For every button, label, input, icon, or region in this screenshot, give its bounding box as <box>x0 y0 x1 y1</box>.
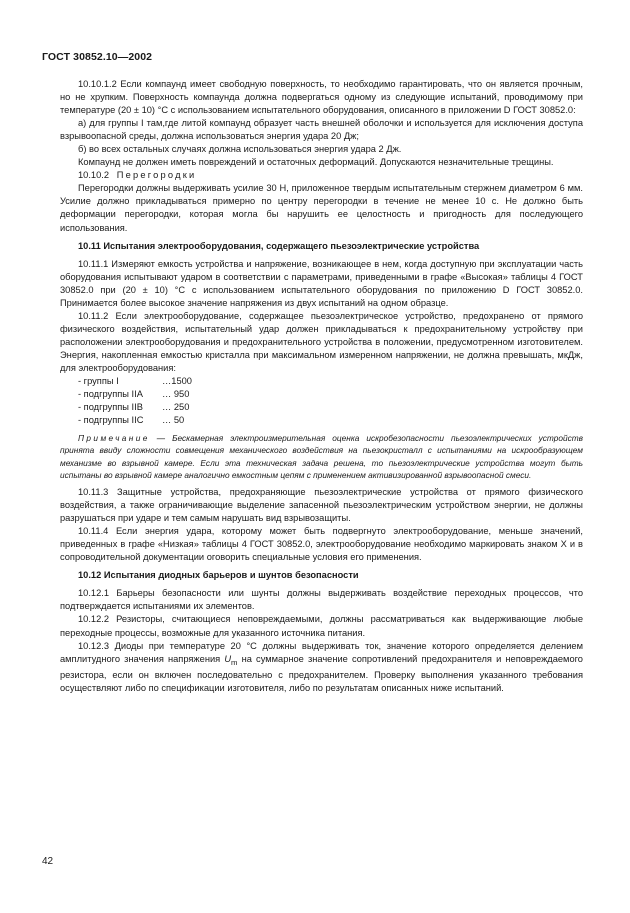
paragraph-compound-requirement: Компаунд не должен иметь повреждений и остаточных деформаций. Допускаются незначительные трещины. <box>78 157 554 168</box>
paragraph-10-10-2-text: Перегородки должны выдерживать усилие 30 Н, приложенное твердым испытательным стержнем диаметром 6 мм. Усилие должно прикладываться примерно по центру перегородки в течение не менее 10 с. Не должно быть деформации перегородки, которая могла бы нарушить ее целостность и пригодность для последующего использования. <box>60 183 583 233</box>
list-item <box>78 388 583 401</box>
section-heading-10-12: 10.12 Испытания диодных барьеров и шунтов безопасности <box>78 570 359 581</box>
group-label: - подгруппы IIC <box>78 415 144 426</box>
list-item <box>78 414 583 427</box>
energy-limits-list <box>60 375 583 427</box>
group-label: - подгруппы IIB <box>78 402 143 413</box>
paragraph-10-11-2: 10.11.2 Если электрооборудование, содержащее пьезоэлектрическое устройство, предохранено от прямого физического воздействия, испытательный удар должен прикладываться к предохранительному устройству при расположении электрооборудования и предохранительного устройства в положении, предусмотренном изготовителем. Энергия, накопленная емкостью кристалла при максимальном измеренном напряжении, не должна превышать, мкДж, для электрооборудования: <box>60 310 583 373</box>
note-paragraph <box>60 432 583 481</box>
document-code-header: ГОСТ 30852.10—2002 <box>42 51 153 63</box>
paragraph-10-12-3-part-a: 10.12.3 Диоды при температуре 20 °С должны выдерживать ток, значение которого определяется делением амплитудного значения напряжения <box>60 640 583 664</box>
page-number: 42 <box>42 856 54 867</box>
list-item <box>78 375 583 388</box>
paragraph-item-a: а) для группы I там,где литой компаунд образует часть внешней оболочки и используется для исключения доступа взрывоопасной среды, должна использоваться энергия удара 20 Дж; <box>60 118 583 142</box>
paragraph-10-11-3: 10.11.3 Защитные устройства, предохраняющие пьезоэлектрические устройства от прямого физического воздействия, а также ограничивающие выделение запасенной пьезоэлектрическим устройством энергии, не должны разрушаться при ударе и тем самым нарушать вид взрывозащиты. <box>60 487 583 524</box>
paragraph-10-12-3 <box>60 640 583 695</box>
paragraph-10-11-1: 10.11.1 Измеряют емкость устройства и напряжение, возникающее в нем, когда доступную при эксплуатации часть оборудования испытывают ударом в соответствии с параметрами, приведенными в графе «Высокая» таблицы 4 ГОСТ 30852.0 при (20 ± 10) °С с использованием испытательного оборудования по приложению D ГОСТ 30852.0. Принимается более высокое значение напряжения из двух испытаний на одном образце. <box>60 258 583 308</box>
group-value: …1500 <box>162 376 192 387</box>
group-label: - группы I <box>78 376 119 387</box>
paragraph-10-12-1: 10.12.1 Барьеры безопасности или шунты должны выдерживать воздействие переходных процессов, что подтверждается испытаниями их элементов. <box>60 588 583 612</box>
paragraph-item-b: б) во всех остальных случаях должна использоваться энергия удара 2 Дж. <box>78 144 402 155</box>
voltage-subscript: m <box>231 657 238 667</box>
document-body <box>60 78 583 695</box>
paragraph-10-12-3-part-b: на суммарное значение сопротивлений предохранителя и неповреждаемого резистора, если он включен последовательно с предохранителем. Проверку выполнения указанного требования осуществляют либо по спецификации изготовителя, либо по результатам описанных ниже испытаний. <box>60 653 583 693</box>
paragraph-10-10-2-heading <box>60 169 583 182</box>
clause-title-partitions: Перегородки <box>116 170 197 181</box>
section-heading-10-11: 10.11 Испытания электрооборудования, содержащего пьезоэлектрические устройства <box>78 240 480 251</box>
note-text: — Бескамерная электроизмерительная оценка искробезопасности пьезоэлектрических устройств принята ввиду сложности совмещения механического воздействия на пьезокристалл с испытаниями на искрообразующем механизме во взрывной камере. Если эта техническая задача решена, то пьезоэлектрические устройства могут быть испытаны во взрывной камере аналогично емкостным цепям с применением активизированной взрывоопасной смеси. <box>60 433 583 480</box>
group-value: … 250 <box>162 402 190 413</box>
paragraph-10-10-1-2: 10.10.1.2 Если компаунд имеет свободную поверхность, то необходимо гарантировать, что он является прочным, но не хрупким. Поверхность компаунда должна подвергаться одному из следующие испытаний, проводимому при температуре (20 ± 10) °С с использованием испытательного оборудования, описанного в приложении D ГОСТ 30852.0: <box>60 79 583 116</box>
list-item <box>78 401 583 414</box>
voltage-symbol: U <box>224 653 232 664</box>
group-value: … 50 <box>162 415 185 426</box>
clause-number: 10.10.2 <box>78 170 110 181</box>
group-value: … 950 <box>162 389 190 400</box>
paragraph-10-12-2: 10.12.2 Резисторы, считающиеся неповреждаемыми, должны рассматриваться как выдерживающие любые переходные процессы, возможные для указанного источника питания. <box>60 614 583 638</box>
paragraph-10-11-4: 10.11.4 Если энергия удара, которому может быть подвергнуто электрооборудование, меньше значений, приведенных в графе «Низкая» таблицы 4 ГОСТ 30852.0, электрооборудование необходимо маркировать знаком X и в сопроводительной документации оговорить специальные условия его применения. <box>60 526 583 563</box>
note-lead: Примечание <box>78 433 150 444</box>
group-label: - подгруппы IIA <box>78 389 143 400</box>
